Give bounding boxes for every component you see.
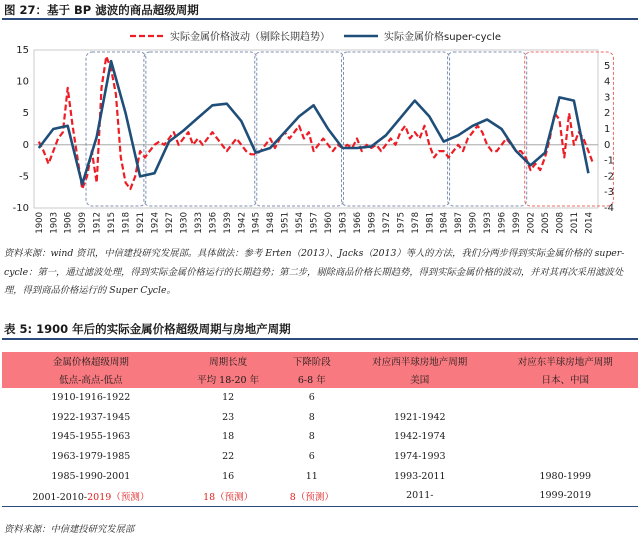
table-title-rule	[2, 338, 638, 340]
cell-east	[493, 447, 638, 467]
x-tick-label: 1960	[324, 212, 335, 234]
cell-down: 6	[308, 392, 315, 404]
legend-label-supercycle: 实际金属价格super-cycle	[384, 32, 501, 43]
cell-cycle: 1910-1916-1922	[51, 392, 131, 404]
cell-cycle: 1922-1937-1945	[51, 411, 131, 423]
cell-length-forecast: 18（预测）	[180, 486, 277, 506]
th-east: 对应东半球房地产周期	[517, 357, 613, 368]
cell-down: 11	[305, 470, 318, 482]
th-length-sub: 平均 18-20 年	[197, 375, 260, 386]
left-tick-label: 15	[16, 45, 29, 56]
cell-east: 1999-2019	[493, 486, 638, 506]
x-tick-label: 1942	[237, 211, 248, 234]
table-source: 资料来源：中信建投研究发展部	[4, 524, 135, 535]
cell-west: 1942-1974	[394, 431, 446, 443]
x-tick-label: 1930	[179, 212, 190, 234]
cell-down: 8	[308, 431, 315, 443]
cycle-table	[2, 352, 638, 507]
x-tick-label: 1978	[410, 212, 421, 234]
cell-west	[347, 388, 492, 408]
x-tick-label: 1987	[454, 212, 465, 234]
right-tick-label: -4	[604, 203, 614, 214]
x-tick-label: 1972	[381, 212, 392, 234]
left-tick-label: -10	[12, 203, 29, 214]
cycle-highlight-box-2	[255, 52, 344, 206]
x-tick-label: 1969	[367, 212, 378, 234]
cell-down: 8	[308, 411, 315, 423]
x-tick-label: 1909	[78, 212, 89, 234]
x-tick-label: 1906	[63, 212, 74, 234]
cell-down: 6	[308, 451, 315, 463]
cell-west: 1993-2011	[394, 470, 446, 482]
table-row	[2, 408, 638, 428]
x-tick-label: 1954	[295, 212, 306, 234]
x-tick-label: 1915	[107, 212, 118, 234]
table-row	[2, 466, 638, 486]
x-tick-label: 2005	[540, 212, 551, 234]
x-tick-label: 1984	[439, 212, 450, 234]
right-tick-label: -1	[604, 155, 614, 167]
right-tick-label: 4	[604, 76, 611, 88]
x-tick-label: 1918	[121, 212, 132, 234]
th-west-sub: 美国	[410, 375, 430, 386]
x-tick-label: 1993	[483, 212, 494, 234]
cell-west: 2011-	[347, 486, 492, 506]
th-east-sub: 日本、中国	[541, 375, 590, 386]
series-line-supercycle	[39, 61, 589, 184]
x-tick-label: 2011	[569, 212, 580, 234]
x-tick-label: 2008	[555, 212, 566, 234]
x-tick-label: 1966	[352, 212, 363, 234]
cell-cycle: 1963-1979-1985	[51, 451, 131, 463]
table-row	[2, 427, 638, 447]
x-tick-label: 1939	[222, 212, 233, 234]
x-tick-label: 1933	[193, 212, 204, 234]
table-title: 表 5: 1900 年后的实际金属价格超级周期与房地产周期	[4, 322, 291, 336]
x-tick-label: 1996	[497, 211, 508, 234]
x-tick-label: 2002	[526, 212, 537, 234]
cycle-highlight-box-5	[525, 52, 614, 206]
x-tick-label: 1963	[338, 212, 349, 234]
left-tick-label: 5	[22, 108, 29, 120]
th-down: 下降阶段	[292, 357, 331, 368]
x-tick-label: 1945	[251, 212, 262, 234]
super-cycle-chart	[0, 22, 640, 244]
cycle-highlight-box-1	[144, 52, 257, 206]
x-tick-label: 1957	[309, 212, 320, 234]
cycle-forecast: 2019（预测）	[87, 491, 150, 503]
cell-cycle: 1945-1955-1963	[51, 431, 131, 443]
cell-east	[493, 427, 638, 447]
cell-length: 12	[222, 392, 235, 404]
right-tick-label: 1	[604, 124, 611, 135]
x-tick-label: 1927	[164, 212, 175, 234]
x-tick-label: 1990	[468, 212, 479, 234]
th-west: 对应西半球房地产周期	[372, 357, 468, 368]
th-cycle-sub: 低点-高点-低点	[59, 375, 123, 386]
left-tick-label: 10	[16, 76, 29, 88]
left-tick-label: 0	[22, 139, 29, 151]
right-tick-label: 0	[604, 139, 611, 151]
source-note: 资料来源：wind 资讯，中信建投研究发展部。具体做法：参考 Erten（2013）、Jacks（2013）等人的方法，我们分两步得到实际金属价格的 super-cycle：第一，通过滤波处理，得到实际金属价格运行的长期趋势；第二步，剔除商品价格长期趋势，得到实际金属价格的波动，并对其再次采用滤波处理，得到商品价格运行的 Super Cycle。	[4, 248, 625, 296]
right-tick-label: -3	[604, 187, 614, 199]
cell-east: 1980-1999	[539, 470, 592, 482]
x-tick-label: 1981	[425, 212, 436, 234]
cell-west: 1974-1993	[394, 451, 446, 463]
table-row	[2, 447, 638, 467]
table-row-forecast	[2, 486, 638, 506]
x-tick-label: 1936	[208, 212, 219, 234]
x-tick-label: 2014	[584, 212, 595, 234]
th-cycle: 金属价格超级周期	[52, 357, 129, 368]
right-tick-label: 2	[604, 108, 611, 120]
cycle-highlight-box-3	[342, 52, 450, 206]
cell-east	[493, 408, 638, 428]
cell-length: 18	[222, 431, 235, 443]
figure-title: 图 27：基于 BP 滤波的商品超级周期	[4, 3, 199, 17]
x-tick-label: 1900	[34, 212, 45, 234]
cell-down-forecast: 8（预测）	[277, 486, 348, 506]
cell-length: 23	[222, 411, 235, 423]
series-line-fluctuation	[39, 56, 593, 189]
figure-title-rule	[2, 18, 638, 20]
x-tick-label: 1903	[49, 212, 60, 234]
cell-length: 16	[222, 470, 235, 482]
x-tick-label: 1912	[92, 212, 103, 234]
right-tick-label: 5	[604, 60, 611, 72]
x-tick-label: 1921	[136, 212, 147, 234]
th-length: 周期长度	[209, 357, 248, 368]
cell-length: 22	[222, 451, 235, 463]
right-tick-label: -2	[604, 171, 614, 183]
table-header-row-1	[2, 352, 638, 370]
right-tick-label: 3	[604, 92, 611, 104]
x-tick-label: 1948	[266, 212, 277, 234]
left-tick-label: -5	[19, 171, 29, 183]
cell-west: 1921-1942	[394, 411, 446, 423]
cycle-prefix: 2001-2010-	[32, 491, 88, 503]
th-down-sub: 6-8 年	[297, 375, 326, 386]
x-tick-label: 1951	[280, 212, 291, 234]
x-tick-label: 1924	[150, 212, 161, 234]
x-tick-label: 1975	[396, 212, 407, 234]
cell-cycle	[2, 486, 180, 506]
legend-label-fluctuation: 实际金属价格波动（剔除长期趋势）	[170, 32, 330, 43]
cell-east	[493, 388, 638, 408]
cycle-highlight-box-4	[448, 52, 527, 206]
cell-cycle: 1985-1990-2001	[51, 470, 131, 482]
table-header-row-2	[2, 370, 638, 388]
x-tick-label: 1999	[512, 212, 523, 234]
table-row	[2, 388, 638, 408]
